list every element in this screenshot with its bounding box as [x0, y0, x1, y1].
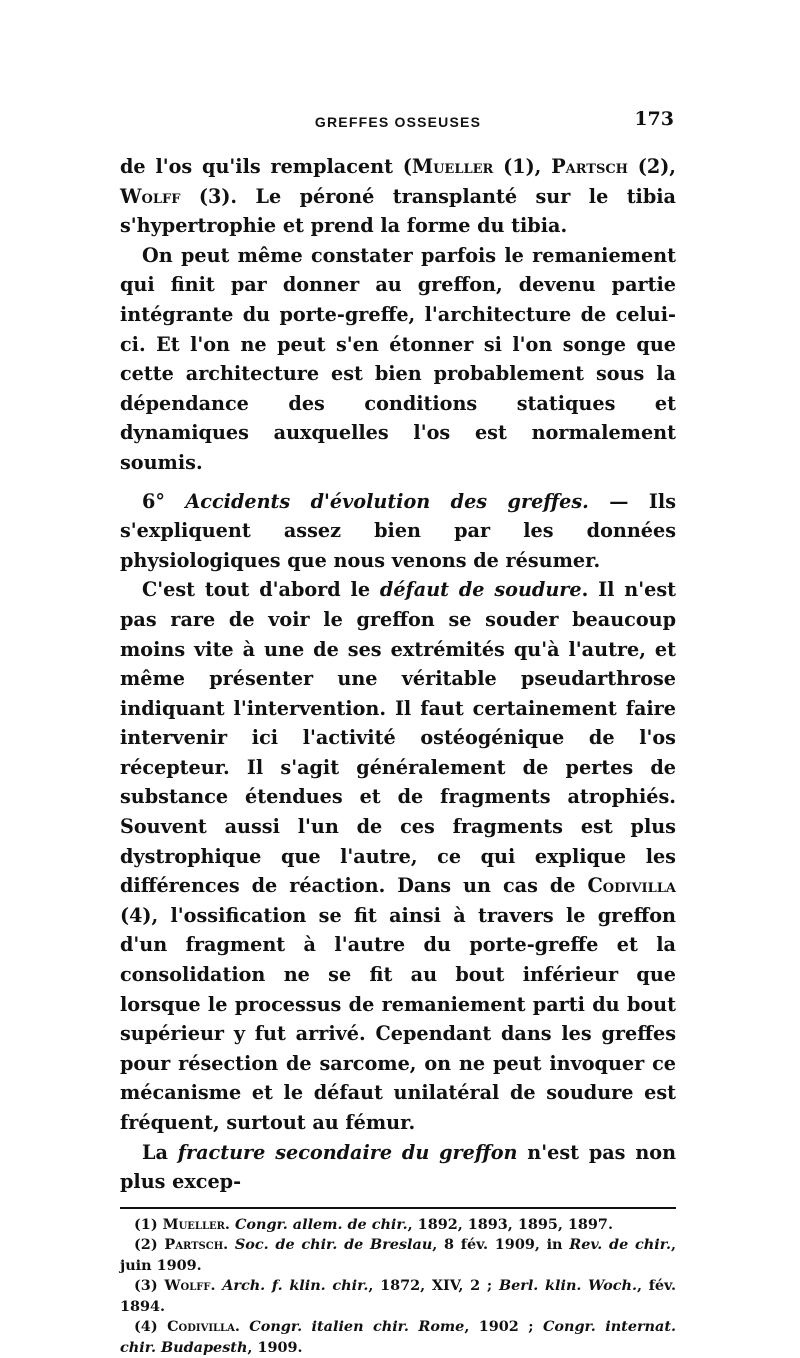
- page-number: 173: [634, 108, 674, 130]
- text-run: — Ils s'expliquent assez bien par les données physiologiques que nous venons de résumer.: [120, 489, 676, 572]
- paragraph-1: [120, 152, 676, 241]
- text-run: La: [142, 1140, 178, 1164]
- journal-title: Congr. italien chir. Rome: [239, 1318, 465, 1336]
- body-text: [120, 152, 676, 1197]
- footnote-number: (2): [134, 1236, 165, 1254]
- text-run: , 1902 ;: [464, 1318, 543, 1336]
- running-header: [120, 108, 676, 132]
- running-title: GREFFES OSSEUSES: [314, 114, 482, 130]
- footnote-number: (4): [134, 1318, 168, 1336]
- author-name: Partsch: [551, 155, 628, 178]
- footnote-1: [120, 1215, 676, 1236]
- text-run: C'est tout d'abord le: [142, 578, 380, 602]
- footnote-3: [120, 1276, 676, 1317]
- footnote-4: [120, 1317, 676, 1358]
- text-run: n'est pas non plus excep-: [120, 1140, 677, 1194]
- footnote-number: (3): [134, 1277, 165, 1295]
- author-name: Mueller.: [162, 1215, 230, 1233]
- text-run: . Il n'est pas rare de voir le greffon se souder beaucoup moins vite à une de ses extrémités qu'à l'autre, et même présenter une véritable pseudarthrose indiquant l'intervention. Il faut certainement faire intervenir ici l'activité ostéogénique de l'os récepteur. Il s'agit généralement de pertes de substance étendues et de fragments atrophiés. Souvent aussi l'un de ces fragments est plus dystrophique que l'autre, ce qui explique les différences de réaction. Dans un cas de: [120, 578, 676, 898]
- text-run: (4), l'ossification se fit ainsi à travers le greffon d'un fragment à l'autre du porte-greffe et la consolidation ne se fit au bout inférieur que lorsque le processus de remaniement parti du bout supérieur y fut arrivé. Cependant dans les greffes pour résection de sarcome, on ne peut invoquer ce mécanisme et le défaut unilatéral de soudure est fréquent, surtout au fémur.: [120, 903, 676, 1134]
- journal-title: Berl. klin. Woch.: [498, 1277, 637, 1295]
- author-name: Codivilla: [587, 874, 676, 898]
- paragraph-2: On peut même constater parfois le remaniement qui finit par donner au greffon, devenu partie intégrante du porte-greffe, l'architecture de celui-ci. Et l'on ne peut s'en étonner si l'on songe que cette architecture est bien probablement sous la dépendance des conditions statiques et dynamiques auxquelles l'os est normalement soumis.: [120, 243, 676, 474]
- paragraph-4: [120, 575, 676, 1137]
- text-run: , 8 fév. 1909, in: [432, 1236, 570, 1254]
- journal-title: Congr. allem. de chir.: [229, 1215, 408, 1233]
- text-run: , 1872, XIV, 2 ;: [368, 1277, 499, 1295]
- journal-title: Congr. internat. chir. Budapesth: [120, 1318, 676, 1356]
- author-name: Partsch.: [164, 1236, 229, 1254]
- journal-title: Arch. f. klin. chir.: [215, 1277, 369, 1295]
- footnote-number: (1): [134, 1215, 163, 1233]
- text-run: de l'os qu'ils remplacent (: [120, 155, 412, 178]
- emphasis: défaut de soudure: [379, 578, 582, 602]
- text-run: (3). Le péroné transplanté sur le tibia s'hypertrophie et prend la forme du tibia.: [120, 184, 676, 238]
- author-name: Wolff.: [164, 1277, 216, 1295]
- text-run: , juin 1909.: [120, 1236, 676, 1274]
- text-run: , 1909.: [247, 1338, 303, 1356]
- journal-title: Soc. de chir. de Breslau: [228, 1236, 433, 1254]
- footnote-2: [120, 1235, 676, 1276]
- paragraph-5: [120, 1138, 676, 1197]
- text-run: , 1892, 1893, 1895, 1897.: [407, 1215, 613, 1233]
- text-run: , fév. 1894.: [120, 1277, 676, 1315]
- footnotes: [120, 1215, 676, 1358]
- section-number: 6°: [142, 489, 186, 513]
- paragraph-3: [120, 487, 676, 576]
- author-name: Mueller: [411, 155, 494, 178]
- emphasis: fracture secondaire du greffon: [177, 1140, 518, 1164]
- journal-title: Rev. de chir.: [569, 1236, 671, 1254]
- text-run: (2),: [627, 155, 676, 178]
- book-page: [120, 108, 676, 1358]
- author-name: Wolff: [120, 184, 181, 208]
- section-title: Accidents d'évolution des greffes.: [185, 489, 589, 513]
- text-run: (1),: [493, 155, 552, 178]
- footnote-rule: [120, 1207, 676, 1209]
- author-name: Codivilla.: [167, 1318, 240, 1336]
